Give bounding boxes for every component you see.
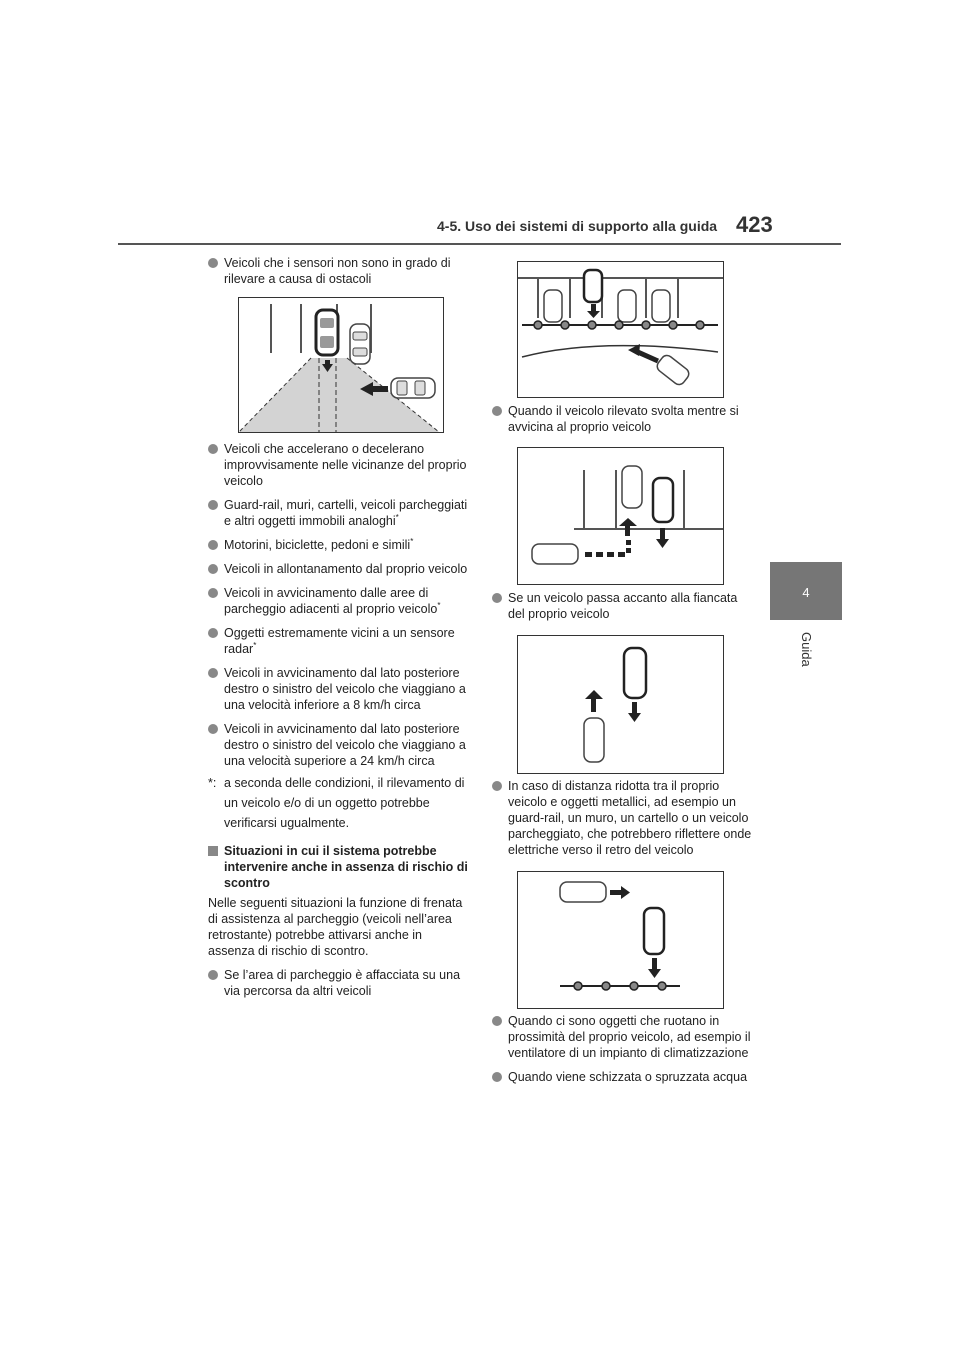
bullet-icon xyxy=(208,628,218,638)
bullet-icon xyxy=(208,500,218,510)
own-car-icon xyxy=(584,270,602,318)
list-item xyxy=(208,967,470,999)
section-header-title: 4-5. Uso dei sistemi di supporto alla guida xyxy=(437,218,718,234)
bullet-icon xyxy=(208,540,218,550)
list-item xyxy=(492,590,754,622)
bullet-icon xyxy=(492,593,502,603)
bullet-text: Veicoli in avvicinamento dal lato posteriore destro o sinistro del veicolo che viaggiano a una velocità inferiore a 8 km/h circa xyxy=(224,666,466,712)
list-item xyxy=(208,561,470,577)
figure-metal-svg xyxy=(518,872,723,1008)
bullet-icon xyxy=(492,1072,502,1082)
bullet-icon xyxy=(492,406,502,416)
road-curve xyxy=(522,346,718,357)
section-body: Nelle seguenti situazioni la funzione di frenata di assistenza al parcheggio (veicoli nell’area retrostante) potrebbe attivarsi anche in assenza di rischio di scontro. xyxy=(208,896,463,958)
figure-passing-vehicle xyxy=(517,635,724,774)
figure-turning-vehicle xyxy=(517,261,724,398)
parked-car-icon xyxy=(622,466,642,508)
bullet-text: Veicoli che i sensori non sono in grado di rilevare a causa di ostacoli xyxy=(224,256,451,286)
own-car-icon xyxy=(624,648,646,722)
header-rule xyxy=(118,243,841,245)
arrow-up-icon xyxy=(619,518,637,536)
figure-metal-objects xyxy=(517,871,724,1009)
bullet-text: Motorini, biciclette, pedoni e simili xyxy=(224,538,411,552)
bullet-icon xyxy=(208,970,218,980)
parked-car-icon xyxy=(350,324,370,364)
list-item xyxy=(492,403,754,435)
footnote-mark: * xyxy=(410,536,414,546)
figure-passing-svg xyxy=(518,636,723,773)
bullet-icon xyxy=(208,724,218,734)
parked-cars-icon xyxy=(544,290,670,322)
turning-car-icon xyxy=(628,344,691,387)
chapter-tab-label xyxy=(800,632,814,692)
bullet-text: Quando ci sono oggetti che ruotano in prossimità del proprio veicolo, ad esempio il ventilatore di un impianto di climatizzazione xyxy=(508,1014,751,1060)
bullet-icon xyxy=(492,1016,502,1026)
bullet-text: Veicoli in avvicinamento dal lato posteriore destro o sinistro del veicolo che viaggiano a una velocità superiore a 24 km/h circa xyxy=(224,722,466,768)
right-block-2 xyxy=(492,590,754,622)
bullet-text: Veicoli in allontanamento dal proprio veicolo xyxy=(224,562,468,576)
list-item xyxy=(492,1013,754,1061)
bullet-icon xyxy=(208,258,218,268)
footnote-mark: * xyxy=(395,512,399,522)
footnote xyxy=(208,773,470,833)
footnote-text: a seconda delle condizioni, il rilevamento di un veicolo e/o di un oggetto potrebbe verificarsi ugualmente. xyxy=(224,776,465,830)
own-car-icon xyxy=(316,310,338,355)
list-item xyxy=(208,441,470,489)
bullet-icon xyxy=(208,564,218,574)
list-item xyxy=(208,721,470,769)
approaching-car-icon xyxy=(391,378,435,398)
chapter-label-text: Guida xyxy=(799,632,814,667)
list-item xyxy=(208,585,470,617)
list-item xyxy=(208,537,470,553)
bullet-text: Oggetti estremamente vicini a un sensore radar xyxy=(224,626,455,656)
right-block-1 xyxy=(492,403,754,435)
figure-obstacles-svg xyxy=(239,298,443,432)
list-item xyxy=(208,497,470,529)
chapter-tab-number: 4 xyxy=(802,585,810,600)
bullet-text: Se l’area di parcheggio è affacciata su una via percorsa da altri veicoli xyxy=(224,968,461,998)
bullet-icon xyxy=(492,781,502,791)
bullet-text: Se un veicolo passa accanto alla fiancata del proprio veicolo xyxy=(508,591,738,621)
right-block-4 xyxy=(492,1013,754,1085)
bullet-icon xyxy=(208,444,218,454)
section-heading-text: Situazioni in cui il sistema potrebbe intervenire anche in assenza di rischio di scontro xyxy=(224,844,468,890)
bullet-text: Veicoli in avvicinamento dalle aree di parcheggio adiacenti al proprio veicolo xyxy=(224,586,438,616)
footnote-mark: * xyxy=(437,600,441,610)
bullet-text: Veicoli che accelerano o decelerano improvvisamente nelle vicinanze del proprio veicolo xyxy=(224,442,467,488)
list-item xyxy=(208,625,470,657)
page-number: 423 xyxy=(736,212,773,237)
footnote-marker: *: xyxy=(208,776,217,790)
passing-car-icon xyxy=(584,690,604,762)
passing-car-icon xyxy=(560,882,630,902)
figure-turning-near-svg xyxy=(518,448,723,584)
left-column xyxy=(208,255,470,999)
bullet-text: Guard-rail, muri, cartelli, veicoli parcheggiati e altri oggetti immobili analoghi xyxy=(224,498,468,528)
guardrail xyxy=(560,982,680,990)
bullet-icon xyxy=(208,588,218,598)
own-car-icon xyxy=(644,908,664,978)
moving-car-icon xyxy=(532,544,578,564)
footnote-mark: * xyxy=(253,640,257,650)
square-bullet-icon xyxy=(208,846,218,856)
figure-obstacles xyxy=(238,297,444,433)
own-car-icon xyxy=(653,478,673,548)
bullet-icon xyxy=(208,668,218,678)
list-item xyxy=(492,778,754,858)
bullet-text: Quando il veicolo rilevato svolta mentre si avvicina al proprio veicolo xyxy=(508,404,739,434)
list-item xyxy=(208,255,470,287)
figure-turning-near-own xyxy=(517,447,724,585)
dotted-path xyxy=(585,540,631,557)
figure-turning-svg xyxy=(518,262,723,397)
bullet-text: Quando viene schizzata o spruzzata acqua xyxy=(508,1070,748,1084)
section-heading xyxy=(208,843,470,891)
bullet-text: In caso di distanza ridotta tra il proprio veicolo e oggetti metallici, ad esempio un guard-rail, un muro, un cartello o un veicolo parcheggiato, che potrebbero riflettere onde elettriche verso il retro del veicolo xyxy=(508,779,752,857)
list-item xyxy=(492,1069,754,1085)
right-block-3 xyxy=(492,778,754,858)
list-item xyxy=(208,665,470,713)
